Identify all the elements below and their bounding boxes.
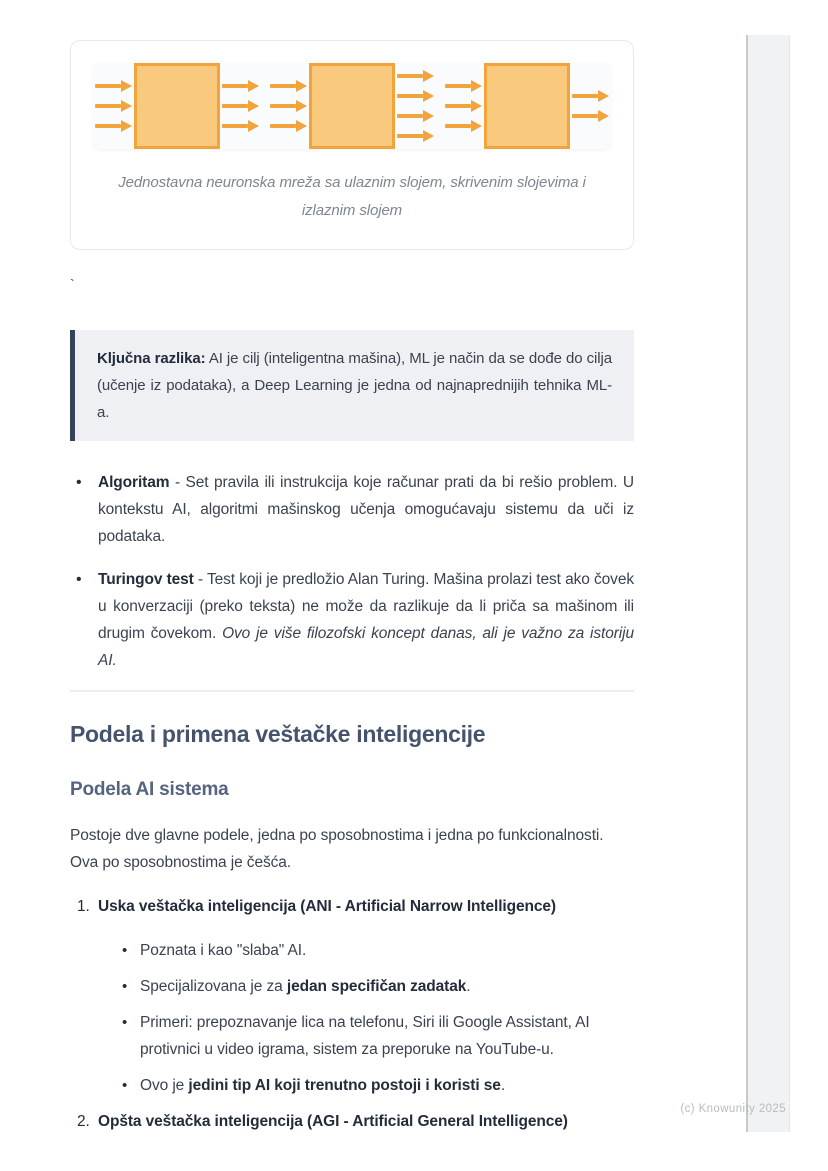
arrow-icon — [95, 100, 132, 112]
sub-item-text: Primeri: prepoznavanje lica na telefonu, Siri ili Google Assistant, AI protivnici u video igrama, sistem za preporuke na YouTube-u. — [140, 1014, 590, 1058]
definition-text: - Test koji je predložio Alan Turing. Mašina prolazi test ako čovek u konverzaciji (preko teksta) ne može da razlikuje da li priča sa mašinom ili drugim čovekom. — [98, 571, 634, 642]
copyright-watermark: (c) Knowunity 2025 — [680, 1103, 786, 1115]
arrow-icon — [397, 110, 434, 122]
list-item — [122, 1072, 634, 1099]
sub-item-text: . — [466, 978, 471, 995]
list-item — [122, 973, 634, 1000]
sub-item-bold: jedan specifičan zadatak — [286, 978, 467, 995]
arrow-icon — [270, 100, 307, 112]
arrow-icon — [222, 120, 259, 132]
numbered-list — [70, 893, 634, 1135]
nn-figure-strip — [93, 63, 611, 149]
section-heading: Podela i primena veštačke inteligencije — [70, 721, 486, 747]
arrow-icon — [445, 80, 482, 92]
callout-blockquote — [70, 330, 634, 441]
arrow-icon — [445, 120, 482, 132]
nn-layer-box — [309, 63, 395, 149]
nn-layer-unit — [95, 63, 259, 149]
callout-label: Ključna razlika: — [97, 350, 206, 367]
arrow-icon — [222, 80, 259, 92]
arrow-icon — [397, 70, 434, 82]
list-item — [70, 469, 634, 550]
arrow-icon — [270, 80, 307, 92]
next-page-edge — [746, 35, 790, 1132]
definition-text: - Set pravila ili instrukcija koje računar prati da bi rešio problem. U kontekstu AI, algoritmi mašinskog učenja omogućavaju sistemu da uči iz podataka. — [98, 474, 634, 545]
subsection-heading: Podela AI sistema — [70, 779, 229, 800]
arrow-icon — [222, 100, 259, 112]
arrow-icon — [95, 120, 132, 132]
nn-layer-box — [484, 63, 570, 149]
document-content — [70, 0, 634, 1135]
sub-item-bold: jedini tip AI koji trenutno postoji i koristi se — [188, 1077, 501, 1094]
definition-italic: Ovo je više filozofski koncept danas, ali je važno za istoriju AI. — [98, 625, 634, 669]
arrow-icon — [270, 120, 307, 132]
callout-text: AI je cilj (inteligentna mašina), ML je način da se dođe do cilja (učenje iz podataka), a Deep Learning je jedna od najnaprednijih tehnika ML-a. — [97, 350, 612, 421]
numbered-item — [70, 893, 634, 1099]
arrow-icon — [95, 80, 132, 92]
item-number: 1. — [77, 898, 90, 915]
section-divider — [70, 690, 634, 692]
sub-item-text: Specijalizovana je za — [140, 978, 287, 995]
item-number: 2. — [77, 1113, 90, 1130]
sub-item-text: Poznata i kao "slaba" AI. — [140, 942, 307, 959]
intro-paragraph: Postoje dve glavne podele, jedna po sposobnostima i jedna po funkcionalnosti. Ova po sposobnostima je češća. — [70, 827, 604, 871]
nn-layer-unit — [445, 63, 609, 149]
definition-term: Algoritam — [98, 474, 170, 491]
arrow-icon — [572, 110, 609, 122]
nn-layer-box — [134, 63, 220, 149]
nn-layer-unit — [270, 63, 434, 149]
figure-caption: Jednostavna neuronska mreža sa ulaznim slojem, skrivenim slojevima i izlaznim slojem — [118, 174, 586, 219]
definition-list — [70, 469, 634, 674]
numbered-item — [70, 1108, 634, 1135]
figure-card — [70, 40, 634, 250]
arrow-icon — [397, 130, 434, 142]
arrow-icon — [445, 100, 482, 112]
stray-backtick: ` — [70, 276, 75, 292]
item-title: Uska veštačka inteligencija (ANI - Artificial Narrow Intelligence) — [98, 898, 556, 915]
definition-term: Turingov test — [98, 571, 194, 588]
sub-item-text: Ovo je — [140, 1077, 189, 1094]
list-item — [122, 937, 634, 964]
arrow-icon — [572, 90, 609, 102]
list-item — [122, 1009, 634, 1063]
list-item — [70, 566, 634, 674]
item-title: Opšta veštačka inteligencija (AGI - Artificial General Intelligence) — [98, 1113, 568, 1130]
sub-bullet-list — [98, 937, 634, 1099]
sub-item-text: . — [500, 1077, 506, 1094]
arrow-icon — [397, 90, 434, 102]
